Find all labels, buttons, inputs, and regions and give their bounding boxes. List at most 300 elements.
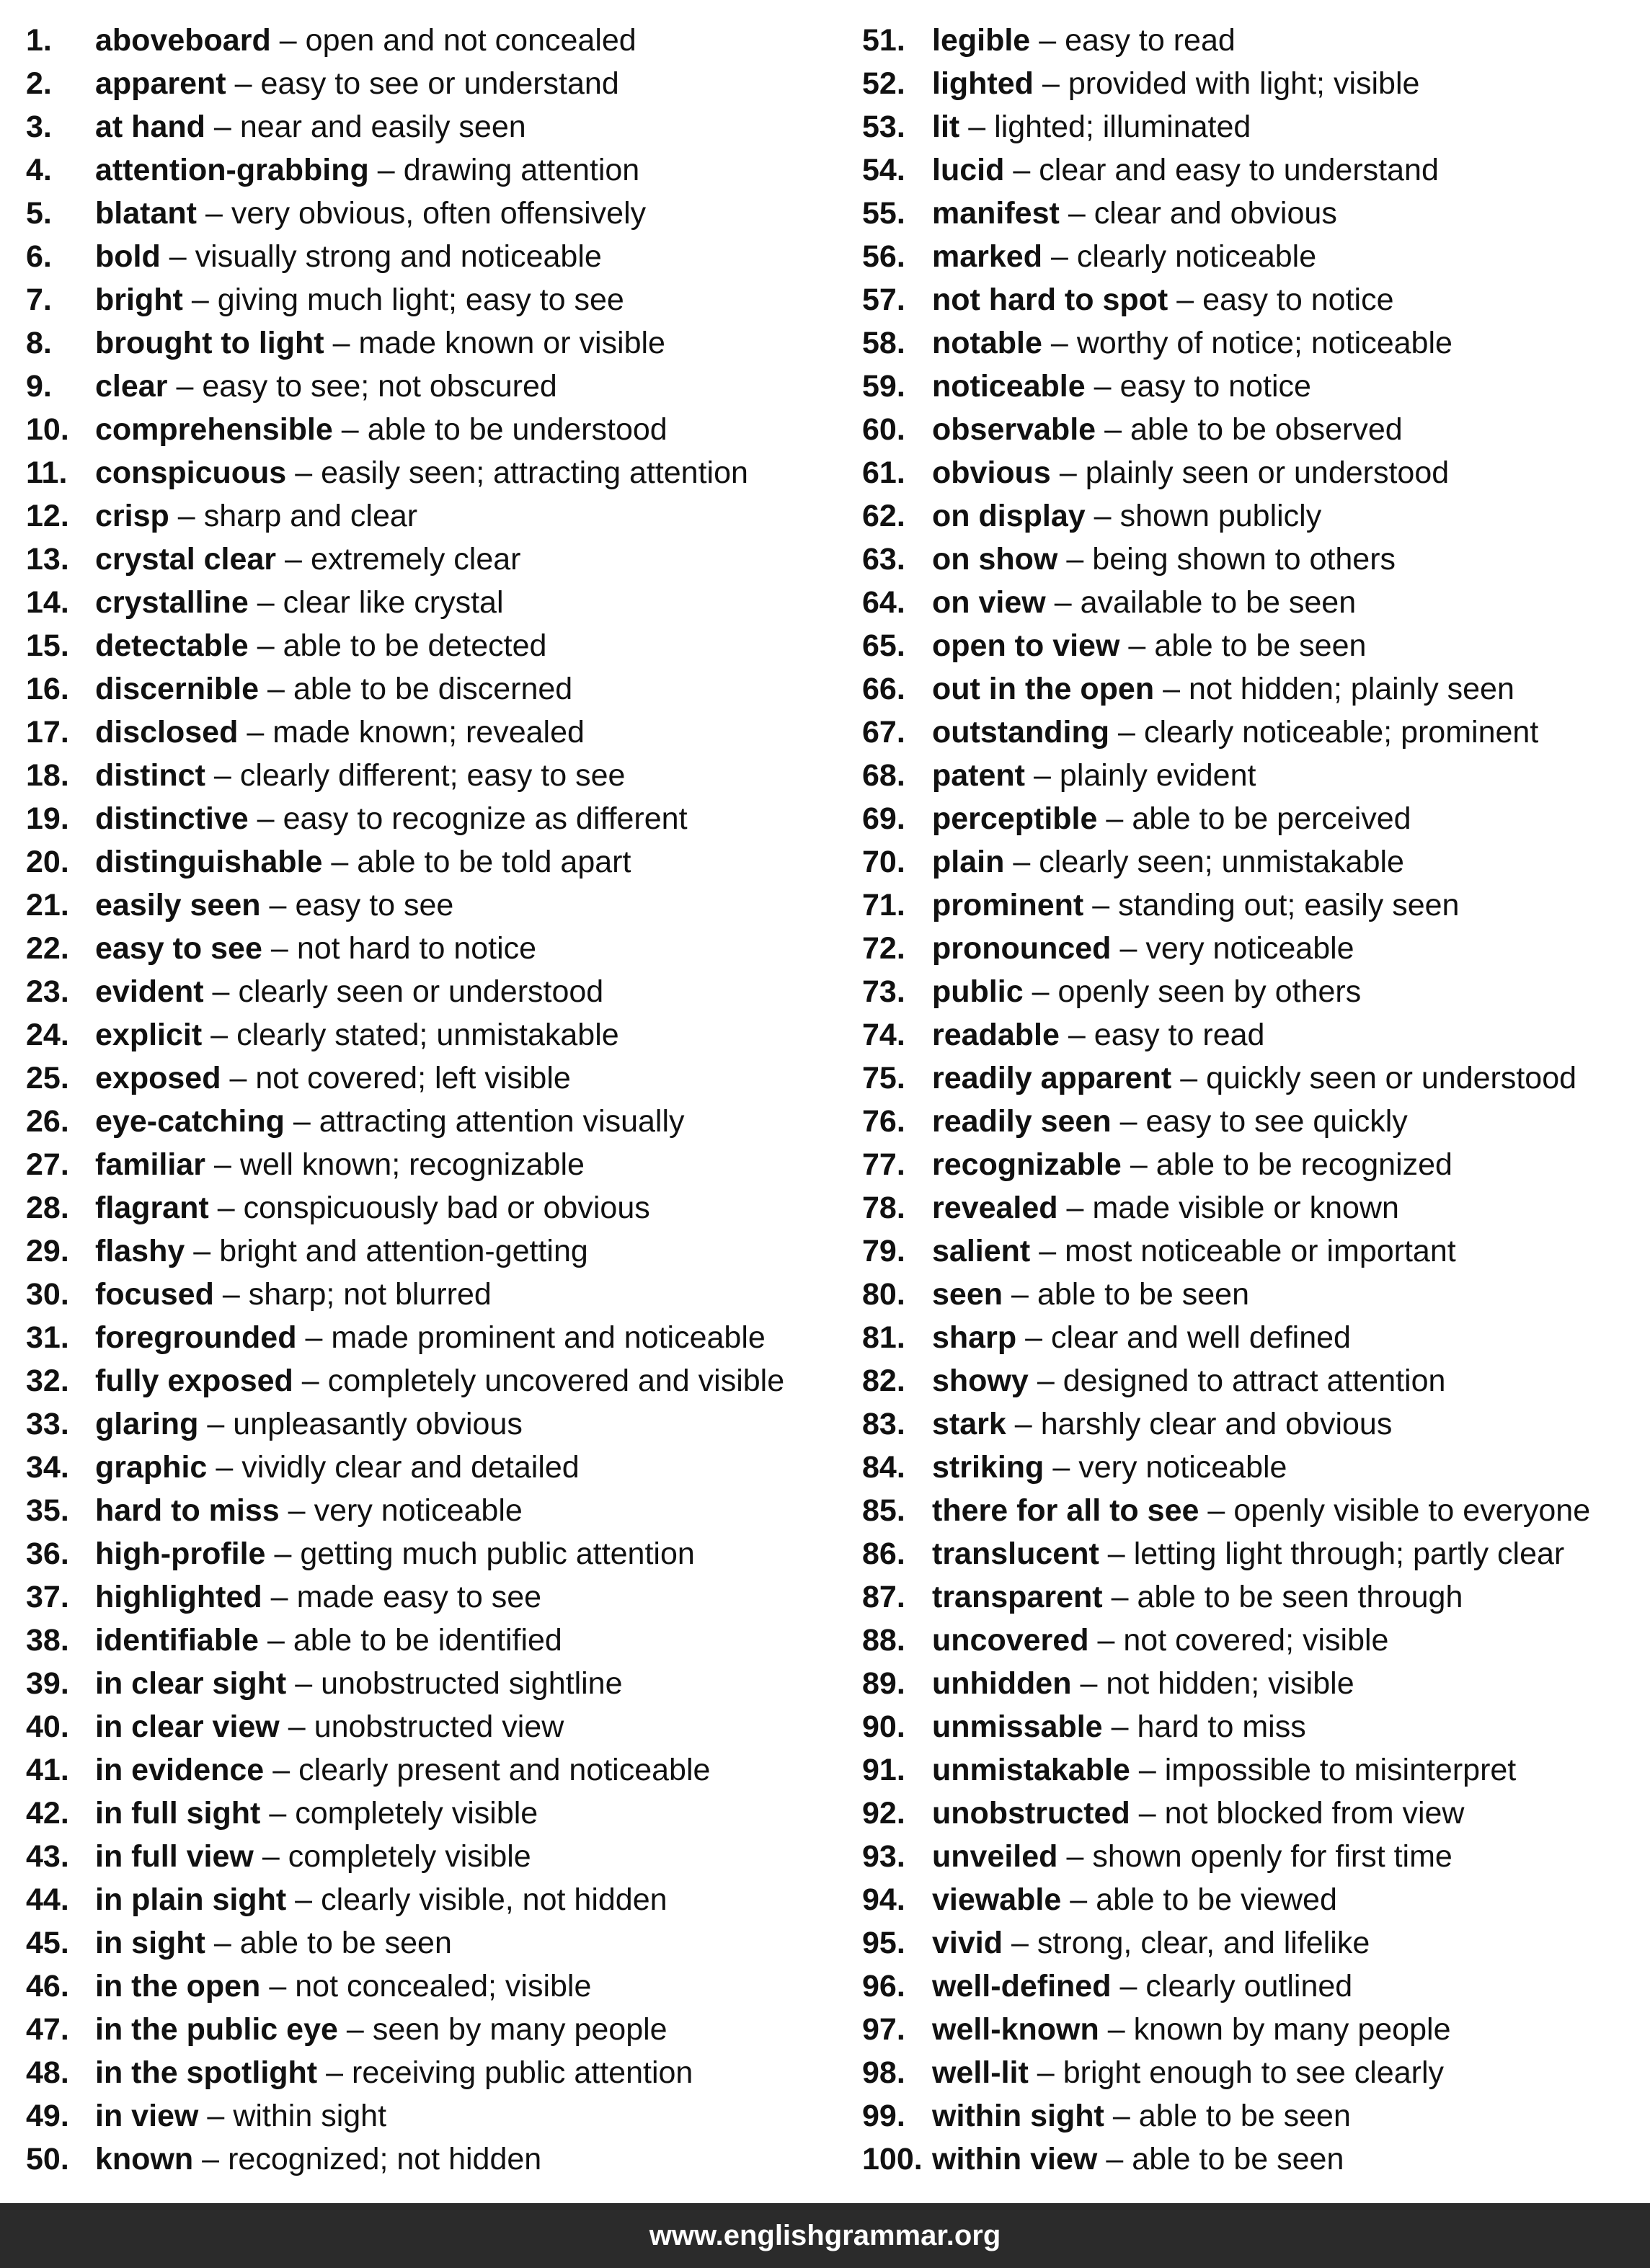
list-item xyxy=(26,235,855,278)
item-number: 88. xyxy=(862,1623,905,1658)
item-separator: – xyxy=(295,1666,313,1701)
item-word: at hand xyxy=(95,110,205,144)
item-text xyxy=(932,1705,1306,1748)
item-separator: – xyxy=(212,974,230,1009)
item-text xyxy=(95,1229,588,1273)
item-text xyxy=(932,1229,1456,1273)
item-text xyxy=(95,1316,766,1359)
item-separator: – xyxy=(1119,1969,1137,2004)
item-number: 49. xyxy=(26,2099,69,2133)
item-definition: clear like crystal xyxy=(283,585,504,620)
item-text xyxy=(932,1359,1445,1402)
item-definition: provided with light; visible xyxy=(1068,66,1420,101)
item-number: 47. xyxy=(26,2012,69,2047)
list-item xyxy=(26,365,855,408)
list-item xyxy=(26,1057,855,1100)
item-text xyxy=(95,1057,571,1100)
item-definition: being shown to others xyxy=(1092,542,1396,577)
item-number: 5. xyxy=(26,196,52,231)
item-word: showy xyxy=(932,1364,1029,1398)
item-word: perceptible xyxy=(932,801,1098,836)
item-separator: – xyxy=(1106,2142,1124,2176)
item-word: foregrounded xyxy=(95,1320,297,1355)
item-text xyxy=(95,667,572,711)
item-number: 6. xyxy=(26,239,52,274)
item-number: 70. xyxy=(862,845,905,879)
list-item xyxy=(862,148,1641,192)
item-separator: – xyxy=(279,23,297,58)
item-text xyxy=(95,235,602,278)
item-separator: – xyxy=(213,758,231,793)
item-number: 68. xyxy=(862,758,905,793)
item-separator: – xyxy=(270,1580,288,1614)
item-separator: – xyxy=(229,1061,247,1095)
item-word: bold xyxy=(95,239,161,274)
list-item xyxy=(862,2051,1641,2094)
item-definition: easy to see quickly xyxy=(1145,1104,1408,1139)
item-separator: – xyxy=(269,1796,287,1831)
item-word: in clear sight xyxy=(95,1666,287,1701)
item-number: 91. xyxy=(862,1753,905,1787)
item-word: prominent xyxy=(932,888,1084,922)
item-number: 21. xyxy=(26,888,69,922)
item-definition: able to be identified xyxy=(293,1623,562,1658)
list-item xyxy=(862,278,1641,321)
list-item xyxy=(862,1878,1641,1921)
item-number: 59. xyxy=(862,369,905,404)
item-text xyxy=(932,667,1514,711)
item-number: 81. xyxy=(862,1320,905,1355)
item-definition: hard to miss xyxy=(1137,1709,1306,1744)
item-word: glaring xyxy=(95,1407,199,1441)
item-definition: lighted; illuminated xyxy=(994,110,1251,144)
item-definition: unobstructed sightline xyxy=(321,1666,623,1701)
list-item xyxy=(862,19,1641,62)
item-definition: not hidden; plainly seen xyxy=(1189,672,1514,706)
list-item xyxy=(862,581,1641,624)
list-item xyxy=(862,1186,1641,1229)
item-definition: conspicuously bad or obvious xyxy=(243,1191,650,1225)
item-word: patent xyxy=(932,758,1025,793)
item-text xyxy=(932,711,1538,754)
item-definition: recognized; not hidden xyxy=(228,2142,542,2176)
item-number: 46. xyxy=(26,1969,69,2004)
item-number: 51. xyxy=(862,23,905,58)
item-text xyxy=(95,1662,623,1705)
item-text xyxy=(932,1575,1463,1619)
list-item xyxy=(26,1143,855,1186)
item-definition: completely visible xyxy=(288,1839,531,1874)
list-item xyxy=(862,1532,1641,1575)
item-text xyxy=(932,1273,1249,1316)
item-definition: easy to see or understand xyxy=(260,66,619,101)
item-text xyxy=(932,2051,1444,2094)
list-item xyxy=(26,667,855,711)
item-word: flagrant xyxy=(95,1191,209,1225)
item-number: 18. xyxy=(26,758,69,793)
item-word: well-known xyxy=(932,2012,1099,2047)
item-number: 25. xyxy=(26,1061,69,1095)
item-word: stark xyxy=(932,1407,1006,1441)
item-word: notable xyxy=(932,326,1042,360)
item-definition: attracting attention visually xyxy=(319,1104,685,1139)
item-definition: clearly present and noticeable xyxy=(298,1753,711,1787)
item-definition: giving much light; easy to see xyxy=(217,283,624,317)
item-separator: – xyxy=(1138,1796,1156,1831)
item-text xyxy=(932,884,1459,927)
item-separator: – xyxy=(1107,2012,1125,2047)
list-item xyxy=(26,840,855,884)
item-separator: – xyxy=(346,2012,364,2047)
item-word: manifest xyxy=(932,196,1060,231)
item-number: 57. xyxy=(862,283,905,317)
item-number: 98. xyxy=(862,2055,905,2090)
item-text xyxy=(932,1013,1264,1057)
item-text xyxy=(932,1662,1354,1705)
item-text xyxy=(95,711,585,754)
item-text xyxy=(95,2094,386,2138)
item-separator: – xyxy=(1052,1450,1070,1485)
item-number: 7. xyxy=(26,283,52,317)
item-text xyxy=(95,884,453,927)
item-number: 10. xyxy=(26,412,69,447)
item-separator: – xyxy=(1119,931,1137,966)
item-word: distinctive xyxy=(95,801,249,836)
item-number: 41. xyxy=(26,1753,69,1787)
item-definition: impossible to misinterpret xyxy=(1164,1753,1517,1787)
item-number: 39. xyxy=(26,1666,69,1701)
item-word: high-profile xyxy=(95,1537,266,1571)
item-number: 24. xyxy=(26,1018,69,1052)
item-separator: – xyxy=(207,2099,225,2133)
item-word: plain xyxy=(932,845,1005,879)
item-separator: – xyxy=(1039,23,1057,58)
item-text xyxy=(95,19,637,62)
list-item xyxy=(862,192,1641,235)
item-definition: easy to see; not obscured xyxy=(202,369,557,404)
item-separator: – xyxy=(1138,1753,1156,1787)
item-number: 64. xyxy=(862,585,905,620)
item-definition: clear and easy to understand xyxy=(1039,153,1439,187)
item-definition: easy to recognize as different xyxy=(283,801,688,836)
item-word: revealed xyxy=(932,1191,1058,1225)
item-text xyxy=(95,624,546,667)
item-word: brought to light xyxy=(95,326,324,360)
item-separator: – xyxy=(272,1753,290,1787)
list-item xyxy=(862,970,1641,1013)
item-definition: clearly noticeable xyxy=(1076,239,1317,274)
item-definition: quickly seen or understood xyxy=(1206,1061,1577,1095)
item-separator: – xyxy=(1163,672,1181,706)
item-definition: available to be seen xyxy=(1080,585,1357,620)
list-item xyxy=(26,451,855,494)
item-number: 80. xyxy=(862,1277,905,1312)
item-word: identifiable xyxy=(95,1623,259,1658)
item-definition: known by many people xyxy=(1133,2012,1451,2047)
list-item xyxy=(862,1402,1641,1446)
item-number: 28. xyxy=(26,1191,69,1225)
list-item xyxy=(26,62,855,105)
item-word: transparent xyxy=(932,1580,1103,1614)
item-text xyxy=(95,1489,523,1532)
item-definition: very noticeable xyxy=(314,1493,523,1528)
item-number: 56. xyxy=(862,239,905,274)
item-separator: – xyxy=(1013,153,1031,187)
item-definition: easy to read xyxy=(1065,23,1236,58)
item-word: on show xyxy=(932,542,1058,577)
item-definition: unobstructed view xyxy=(314,1709,564,1744)
item-text xyxy=(95,2051,693,2094)
item-definition: very obvious, often offensively xyxy=(231,196,647,231)
item-separator: – xyxy=(207,1407,225,1441)
item-definition: made visible or known xyxy=(1092,1191,1399,1225)
item-separator: – xyxy=(1011,1277,1029,1312)
item-definition: near and easily seen xyxy=(239,110,526,144)
item-number: 23. xyxy=(26,974,69,1009)
item-text xyxy=(95,1748,710,1792)
list-item xyxy=(862,494,1641,538)
item-text xyxy=(95,1575,541,1619)
list-item xyxy=(862,667,1641,711)
item-number: 99. xyxy=(862,2099,905,2133)
list-item xyxy=(862,1273,1641,1316)
list-item xyxy=(26,2138,855,2181)
item-definition: not covered; left visible xyxy=(255,1061,571,1095)
list-item xyxy=(862,1446,1641,1489)
list-item xyxy=(862,1489,1641,1532)
list-item xyxy=(26,192,855,235)
item-separator: – xyxy=(274,1537,292,1571)
item-text xyxy=(932,408,1403,451)
item-word: recognizable xyxy=(932,1147,1122,1182)
item-text xyxy=(932,19,1236,62)
item-text xyxy=(95,1878,667,1921)
item-definition: receiving public attention xyxy=(352,2055,693,2090)
item-text xyxy=(932,105,1251,148)
item-number: 84. xyxy=(862,1450,905,1485)
list-item xyxy=(26,581,855,624)
item-text xyxy=(95,494,417,538)
item-number: 89. xyxy=(862,1666,905,1701)
item-number: 63. xyxy=(862,542,905,577)
item-number: 8. xyxy=(26,326,52,360)
item-definition: designed to attract attention xyxy=(1063,1364,1446,1398)
item-word: unmissable xyxy=(932,1709,1103,1744)
item-text xyxy=(95,1446,580,1489)
item-definition: clearly different; easy to see xyxy=(239,758,626,793)
list-item xyxy=(26,884,855,927)
item-separator: – xyxy=(267,672,285,706)
list-item xyxy=(26,797,855,840)
item-number: 38. xyxy=(26,1623,69,1658)
item-separator: – xyxy=(1054,585,1072,620)
list-item xyxy=(26,1186,855,1229)
item-word: highlighted xyxy=(95,1580,262,1614)
item-definition: made prominent and noticeable xyxy=(331,1320,766,1355)
item-number: 16. xyxy=(26,672,69,706)
item-text xyxy=(932,1316,1351,1359)
list-item xyxy=(26,970,855,1013)
item-definition: clearly seen; unmistakable xyxy=(1039,845,1404,879)
item-text xyxy=(932,2008,1450,2051)
item-number: 27. xyxy=(26,1147,69,1182)
list-item xyxy=(862,2094,1641,2138)
item-number: 1. xyxy=(26,23,52,58)
item-separator: – xyxy=(1080,1666,1098,1701)
item-definition: not hidden; visible xyxy=(1106,1666,1354,1701)
item-separator: – xyxy=(1050,239,1068,274)
item-word: evident xyxy=(95,974,204,1009)
item-word: crystal clear xyxy=(95,542,277,577)
item-definition: able to be seen xyxy=(239,1926,452,1960)
item-text xyxy=(932,970,1361,1013)
item-number: 74. xyxy=(862,1018,905,1052)
item-number: 52. xyxy=(862,66,905,101)
item-text xyxy=(95,148,639,192)
item-number: 79. xyxy=(862,1234,905,1268)
item-number: 11. xyxy=(26,455,68,490)
item-word: flashy xyxy=(95,1234,185,1268)
item-separator: – xyxy=(1059,455,1077,490)
item-definition: clearly stated; unmistakable xyxy=(236,1018,619,1052)
item-definition: able to be seen xyxy=(1154,628,1367,663)
item-text xyxy=(95,2138,541,2181)
item-separator: – xyxy=(193,1234,211,1268)
item-separator: – xyxy=(202,2142,220,2176)
item-separator: – xyxy=(257,801,275,836)
item-definition: most noticeable or important xyxy=(1065,1234,1456,1268)
item-number: 53. xyxy=(862,110,905,144)
list-item xyxy=(26,538,855,581)
item-definition: openly seen by others xyxy=(1057,974,1362,1009)
item-separator: – xyxy=(301,1364,319,1398)
item-word: exposed xyxy=(95,1061,221,1095)
item-word: unobstructed xyxy=(932,1796,1130,1831)
item-definition: drawing attention xyxy=(403,153,640,187)
item-word: within sight xyxy=(932,2099,1104,2133)
item-word: observable xyxy=(932,412,1096,447)
item-separator: – xyxy=(1050,326,1068,360)
item-word: easy to see xyxy=(95,931,262,966)
list-item xyxy=(26,2094,855,2138)
item-number: 97. xyxy=(862,2012,905,2047)
list-item xyxy=(26,1446,855,1489)
list-item xyxy=(862,1013,1641,1057)
item-text xyxy=(932,278,1393,321)
item-separator: – xyxy=(205,196,223,231)
item-number: 77. xyxy=(862,1147,905,1182)
item-word: seen xyxy=(932,1277,1003,1312)
item-number: 22. xyxy=(26,931,69,966)
list-item xyxy=(26,19,855,62)
item-definition: able to be perceived xyxy=(1132,801,1411,836)
item-number: 86. xyxy=(862,1537,905,1571)
item-word: viewable xyxy=(932,1882,1062,1917)
item-definition: able to be understood xyxy=(367,412,667,447)
item-definition: harshly clear and obvious xyxy=(1040,1407,1393,1441)
item-word: sharp xyxy=(932,1320,1017,1355)
item-word: well-defined xyxy=(932,1969,1112,2004)
item-word: known xyxy=(95,2142,194,2176)
item-definition: able to be seen xyxy=(1138,2099,1351,2133)
item-definition: shown publicly xyxy=(1119,499,1322,533)
item-number: 69. xyxy=(862,801,905,836)
item-word: hard to miss xyxy=(95,1493,280,1528)
item-word: in the open xyxy=(95,1969,261,2004)
item-number: 3. xyxy=(26,110,52,144)
item-separator: – xyxy=(1111,1709,1129,1744)
item-separator: – xyxy=(1037,2055,1055,2090)
item-number: 14. xyxy=(26,585,69,620)
item-definition: openly visible to everyone xyxy=(1233,1493,1591,1528)
item-word: vivid xyxy=(932,1926,1003,1960)
list-item xyxy=(26,1229,855,1273)
item-separator: – xyxy=(1039,1234,1057,1268)
item-word: blatant xyxy=(95,196,197,231)
list-item xyxy=(862,365,1641,408)
item-text xyxy=(95,1835,531,1878)
item-definition: extremely clear xyxy=(310,542,521,577)
item-separator: – xyxy=(377,153,395,187)
item-word: in full sight xyxy=(95,1796,261,1831)
item-text xyxy=(932,1489,1590,1532)
item-word: there for all to see xyxy=(932,1493,1199,1528)
item-separator: – xyxy=(293,1104,311,1139)
item-separator: – xyxy=(1107,1537,1125,1571)
item-text xyxy=(95,1186,650,1229)
item-text xyxy=(932,1835,1452,1878)
item-text xyxy=(95,1359,784,1402)
item-word: well-lit xyxy=(932,2055,1029,2090)
item-definition: sharp; not blurred xyxy=(248,1277,492,1312)
item-definition: seen by many people xyxy=(372,2012,667,2047)
item-separator: – xyxy=(213,110,231,144)
item-word: in view xyxy=(95,2099,199,2133)
list-item xyxy=(26,1532,855,1575)
item-separator: – xyxy=(262,1839,280,1874)
list-item xyxy=(862,624,1641,667)
list-item xyxy=(862,840,1641,884)
item-number: 35. xyxy=(26,1493,69,1528)
item-text xyxy=(95,1273,492,1316)
word-list-left-column xyxy=(26,19,855,2181)
item-definition: not concealed; visible xyxy=(295,1969,592,2004)
item-word: discernible xyxy=(95,672,260,706)
list-item xyxy=(862,105,1641,148)
item-separator: – xyxy=(1130,1147,1148,1182)
item-number: 26. xyxy=(26,1104,69,1139)
item-definition: made known; revealed xyxy=(272,715,585,750)
item-number: 62. xyxy=(862,499,905,533)
item-number: 82. xyxy=(862,1364,905,1398)
item-separator: – xyxy=(1037,1364,1055,1398)
item-definition: able to be discerned xyxy=(293,672,573,706)
item-definition: able to be seen through xyxy=(1137,1580,1463,1614)
list-item xyxy=(26,105,855,148)
list-item xyxy=(862,2138,1641,2181)
list-item xyxy=(26,494,855,538)
item-text xyxy=(932,624,1366,667)
item-separator: – xyxy=(1180,1061,1198,1095)
item-word: readily seen xyxy=(932,1104,1112,1139)
item-number: 12. xyxy=(26,499,69,533)
list-item xyxy=(862,797,1641,840)
item-separator: – xyxy=(1094,499,1112,533)
item-separator: – xyxy=(1111,1580,1129,1614)
item-definition: within sight xyxy=(233,2099,387,2133)
item-separator: – xyxy=(295,455,313,490)
item-text xyxy=(95,2008,667,2051)
